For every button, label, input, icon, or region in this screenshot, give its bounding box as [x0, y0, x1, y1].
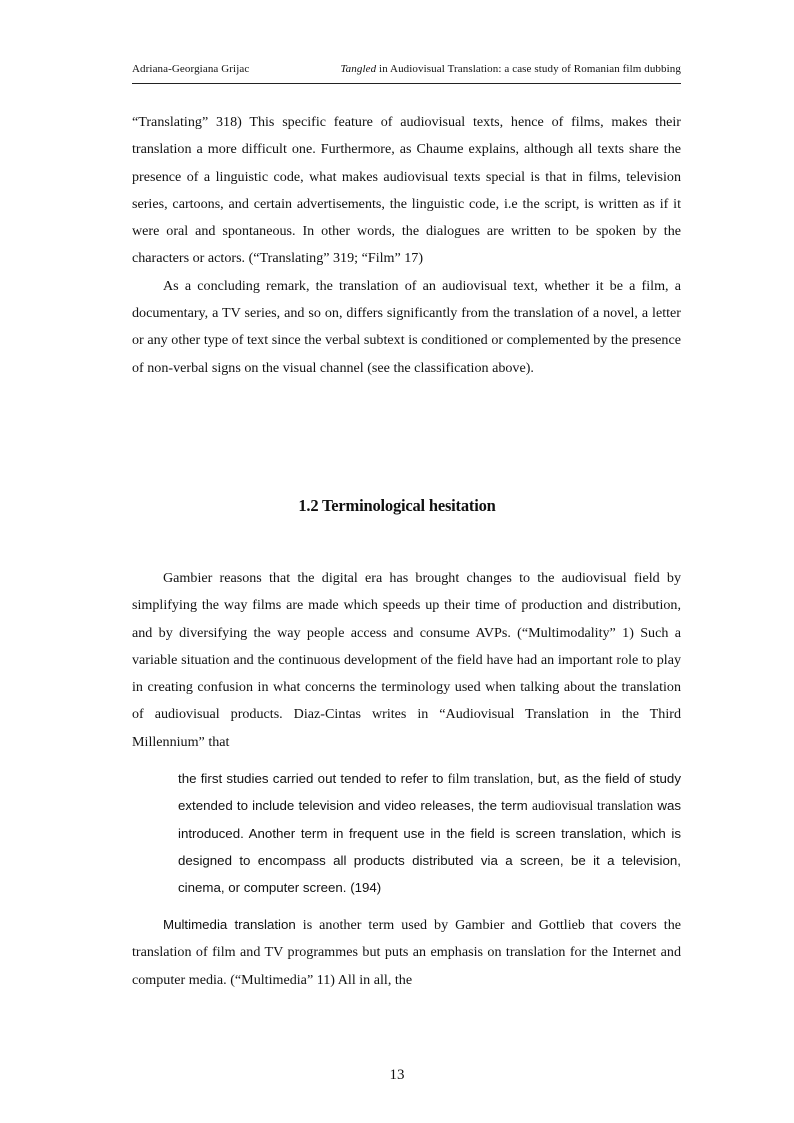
quote-term-film-translation: film translation: [447, 771, 530, 786]
paragraph-4-rest: is another term used by Gambier and Gottlieb that covers the translation of film and TV programmes but puts an emphasis on translation for the Internet and computer media. (“Multimedia” 11) All in all, the: [132, 917, 681, 988]
paragraph-4-term: Multimedia translation: [163, 917, 296, 932]
paragraph-2: As a concluding remark, the translation of an audiovisual text, whether it be a film, a documentary, a TV series, and so on, differs significantly from the translation of a novel, a letter or any other type of text since the verbal subtext is conditioned or complemented by the presence of non-verbal signs on the visual channel (see the classification above).: [132, 277, 681, 376]
running-header: [132, 63, 681, 81]
quote-part-1: the first studies carried out tended to refer to: [178, 771, 448, 786]
quote-part-3: was introduced. Another term in frequent use in the field is screen translation, which is designed to encompass all products distributed via a screen, be it a television, cinema, or computer screen. (194): [178, 798, 681, 896]
header-title: [340, 63, 681, 75]
section-heading: 1.2 Terminological hesitation: [298, 496, 496, 515]
page-number: 13: [389, 1067, 405, 1083]
header-rule: [132, 83, 681, 84]
header-author: Adriana-Georgiana Grijac: [132, 63, 250, 75]
paragraph-1: “Translating” 318) This specific feature of audiovisual texts, hence of films, makes their translation a more difficult one. Furthermore, as Chaume explains, although all texts share the presence of a linguistic code, what makes audiovisual texts special is that in films, television series, cartoons, and certain advertisements, the linguistic code, i.e the script, is written as if it were oral and spontaneous. In other words, the dialogues are written to be spoken by the characters or actors. (“Translating” 319; “Film” 17): [132, 114, 681, 267]
paragraph-3: Gambier reasons that the digital era has brought changes to the audiovisual field by simplifying the way films are made which speeds up their time of production and distribution, and by diversifying the way people access and consume AVPs. (“Multimodality” 1) Such a variable situation and the continuous development of the field have had an important role to play in creating confusion in what concerns the terminology used when talking about the translation of audiovisual products. Diaz-Cintas writes in “Audiovisual Translation in the Third Millennium” that: [132, 570, 681, 750]
quote-part-2: , but, as the field of study extended to include television and video releases, the term: [178, 771, 681, 814]
paragraph-4: [132, 911, 681, 994]
block-quote-text: [178, 765, 681, 901]
quote-term-audiovisual-translation: audiovisual translation: [531, 798, 654, 814]
block-quote: [178, 765, 681, 901]
header-title-rest: in Audiovisual Translation: a case study of Romanian film dubbing: [376, 63, 681, 75]
body-section-1: [132, 109, 681, 382]
header-title-italic: Tangled: [340, 63, 377, 75]
